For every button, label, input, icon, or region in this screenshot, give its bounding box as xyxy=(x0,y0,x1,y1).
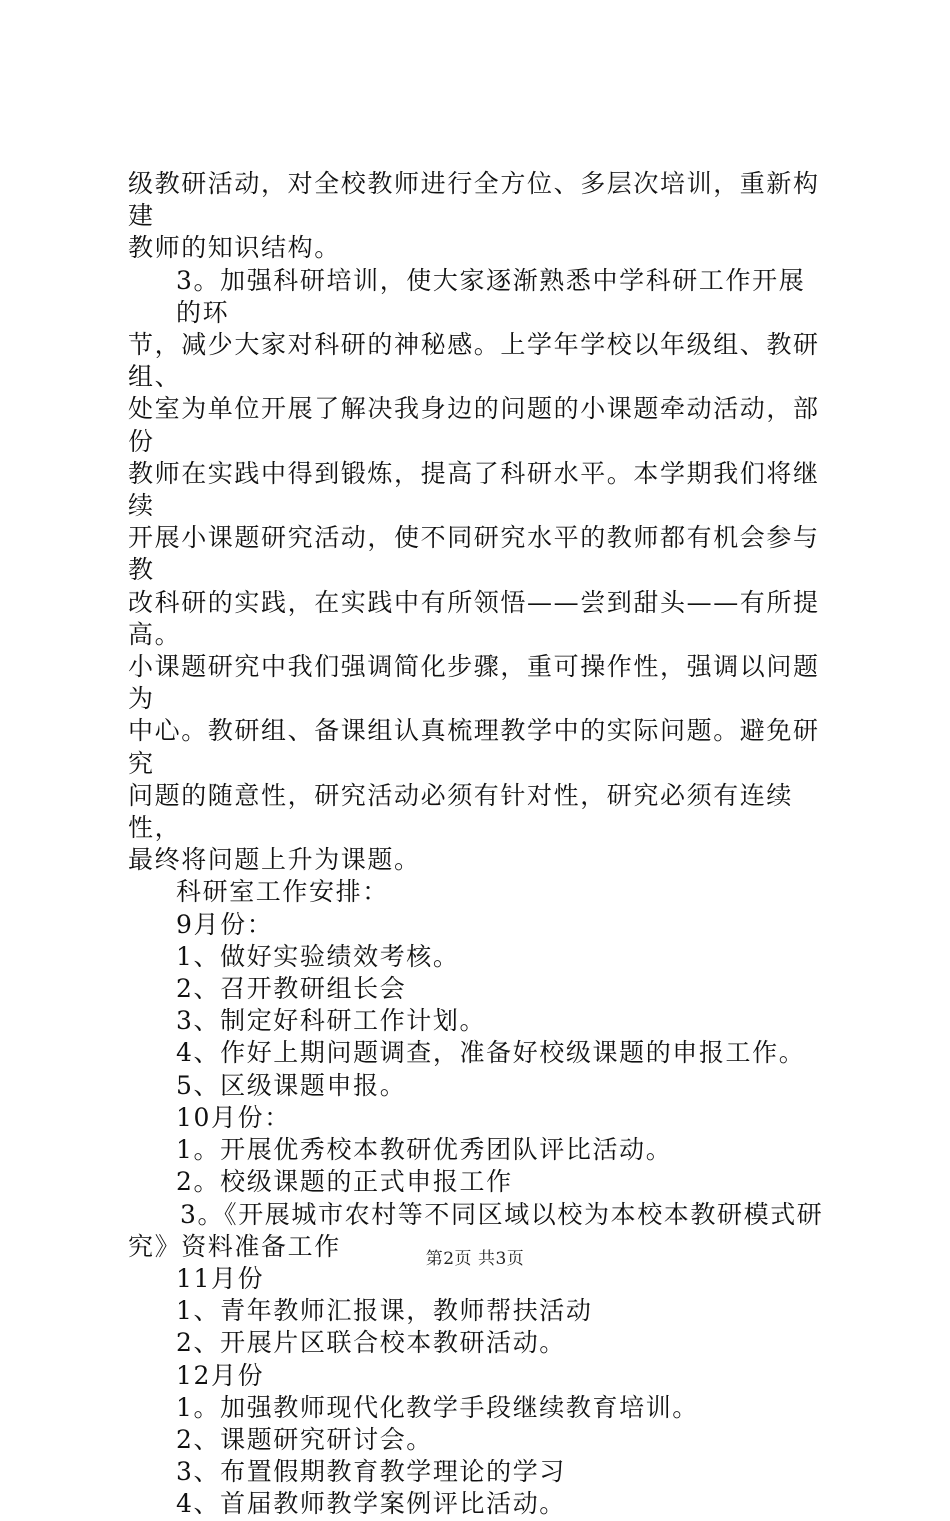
text-line: 改科研的实践，在实践中有所领悟——尝到甜头——有所提高。 xyxy=(128,587,820,649)
text-line: 节，减少大家对科研的神秘感。上学年学校以年级组、教研组、 xyxy=(128,330,820,392)
december-heading: 12月份 xyxy=(176,1360,265,1390)
november-heading: 11月份 xyxy=(176,1263,265,1293)
schedule-heading: 科研室工作安排： xyxy=(176,877,389,907)
text-line: 小课题研究中我们强调简化步骤，重可操作性，强调以问题为 xyxy=(128,652,820,714)
list-item: 1。开展优秀校本教研优秀团队评比活动。 xyxy=(176,1135,673,1165)
text-line: 最终将问题上升为课题。 xyxy=(128,845,421,875)
september-heading: 9月份： xyxy=(176,909,274,939)
text-line: 究》资料准备工作 xyxy=(128,1231,341,1261)
list-item: 1、青年教师汇报课，教师帮扶活动 xyxy=(176,1296,593,1326)
list-item: 5、区级课题申报。 xyxy=(176,1070,407,1100)
list-item: 1。加强教师现代化教学手段继续教育培训。 xyxy=(176,1392,699,1422)
item-3-paragraph xyxy=(128,265,828,877)
text-line: 教师的知识结构。 xyxy=(128,233,341,263)
list-item: 3、制定好科研工作计划。 xyxy=(176,1006,487,1036)
list-item: 4、首届教师教学案例评比活动。 xyxy=(176,1489,566,1519)
list-item: 1、做好实验绩效考核。 xyxy=(176,941,460,971)
page-footer: 第2页 共3页 xyxy=(425,1249,525,1269)
list-item: 2、召开教研组长会 xyxy=(176,974,407,1004)
text-line: 中心。教研组、备课组认真梳理教学中的实际问题。避免研究 xyxy=(128,716,820,778)
text-line: 问题的随意性，研究活动必须有针对性，研究必须有连续性， xyxy=(128,780,794,843)
list-item: 2。校级课题的正式申报工作 xyxy=(176,1167,513,1197)
list-item: 4、作好上期问题调查，准备好校级课题的申报工作。 xyxy=(176,1038,806,1068)
text-line: 3。加强科研培训，使大家逐渐熟悉中学科研工作开展的环 xyxy=(176,265,806,327)
document-body xyxy=(128,168,828,1521)
list-item: 3、布置假期教育教学理论的学习 xyxy=(176,1457,566,1487)
text-line: 教师在实践中得到锻炼，提高了科研水平。本学期我们将继续 xyxy=(128,458,820,521)
text-line: 开展小课题研究活动，使不同研究水平的教师都有机会参与教 xyxy=(128,523,820,585)
text-line: 3。《开展城市农村等不同区域以校为本校本教研模式研 xyxy=(180,1199,824,1229)
continuation-paragraph xyxy=(128,168,828,265)
list-item: 2、课题研究研讨会。 xyxy=(176,1424,433,1454)
text-line: 处室为单位开展了解决我身边的问题的小课题牵动活动，部份 xyxy=(128,394,820,456)
text-line: 级教研活动，对全校教师进行全方位、多层次培训，重新构建 xyxy=(128,169,820,231)
list-item: 2、开展片区联合校本教研活动。 xyxy=(176,1328,566,1358)
october-heading: 10月份： xyxy=(176,1102,291,1132)
